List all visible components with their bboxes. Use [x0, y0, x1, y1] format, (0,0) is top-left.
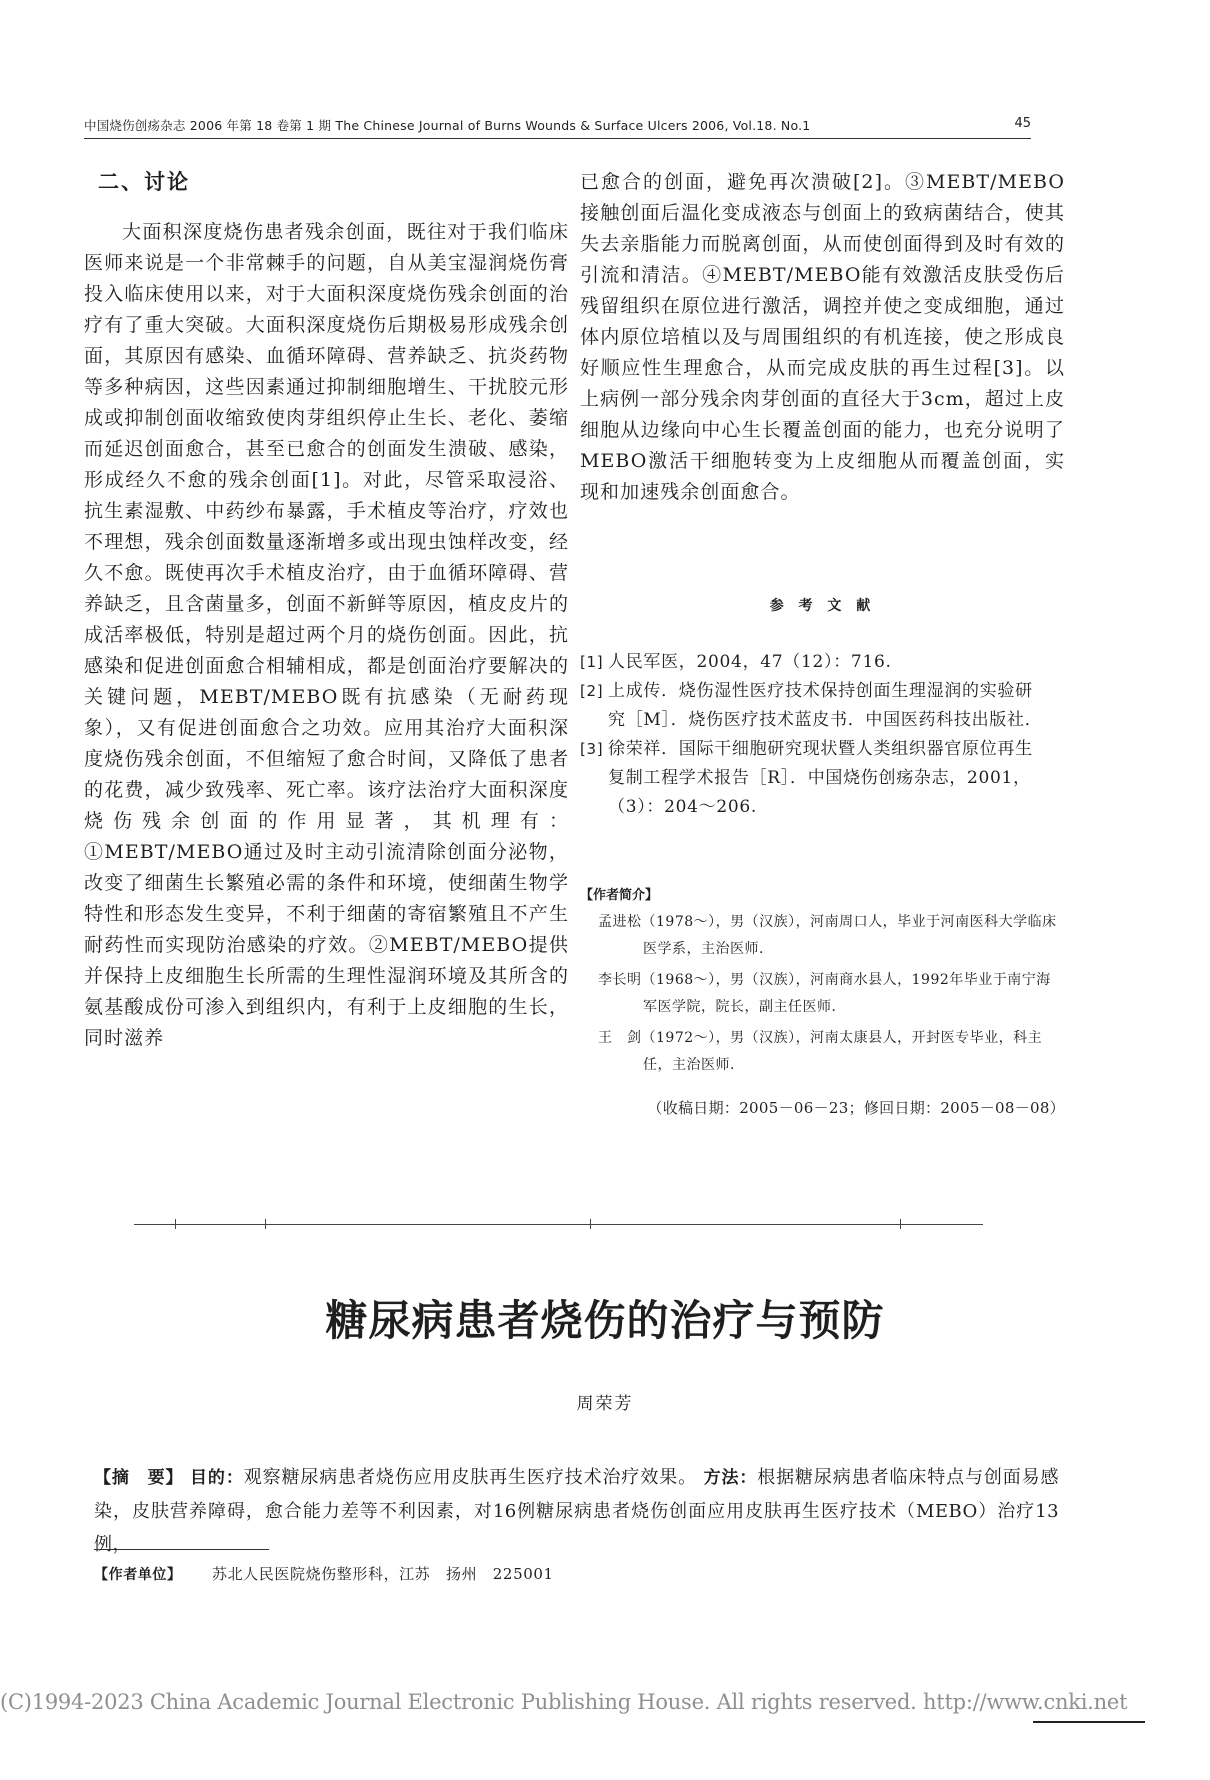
article-author: 周荣芳 [576, 1394, 634, 1414]
reference-text: 人民军医，2004，47（12）：716. [608, 652, 892, 672]
objective-text: 观察糖尿病患者烧伤应用皮肤再生医疗技术治疗效果。 [243, 1467, 697, 1488]
affiliation-text: 苏北人民医院烧伤整形科，江苏 扬州 225001 [211, 1565, 554, 1583]
reference-item [580, 677, 1045, 735]
discussion-continued-paragraph: 已愈合的创面，避免再次溃破[2]。③MEBT/MEBO接触创面后温化变成液态与创面上的致病菌结合，使其失去亲脂能力而脱离创面，从而使创面得到及时有效的引流和清洁。④MEBT/MEBO能有效激活皮肤受伤后残留组织在原位进行激活，调控并使之变成细胞，通过体内原位培植以及与周围组织的有机连接，使之形成良好顺应性生理愈合，从而完成皮肤的再生过程[3]。以上病例一部分残余肉芽创面的直径大于3cm，超过上皮细胞从边缘向中心生长覆盖创面的能力，也充分说明了MEBO激活干细胞转变为上皮细胞从而覆盖创面，实现和加速残余创面愈合。 [580, 171, 1065, 503]
header-rule [84, 138, 1031, 139]
left-column [84, 167, 569, 1054]
author-affiliation [94, 1563, 554, 1584]
reference-item [580, 648, 1045, 677]
reference-number: [2] [580, 682, 604, 700]
objective-label: 目的： [190, 1468, 244, 1488]
separator-tick [265, 1219, 266, 1229]
discussion-paragraph: 大面积深度烧伤患者残余创面，既往对于我们临床医师来说是一个非常棘手的问题，自从美宝湿润烧伤膏投入临床使用以来，对于大面积深度烧伤残余创面的治疗有了重大突破。大面积深度烧伤后期极易形成残余创面，其原因有感染、血循环障碍、营养缺乏、抗炎药物等多种病因，这些因素通过抑制细胞增生、干扰胶元形成或抑制创面收缩致使肉芽组织停止生长、老化、萎缩而延迟创面愈合，甚至已愈合的创面发生溃破、感染，形成经久不愈的残余创面[1]。对此，尽管采取浸浴、抗生素湿敷、中药纱布暴露，手术植皮等治疗，疗效也不理想，残余创面数量逐渐增多或出现虫蚀样改变，经久不愈。既使再次手术植皮治疗，由于血循环障碍、营养缺乏，且含菌量多，创面不新鲜等原因，植皮皮片的成活率极低，特别是超过两个月的烧伤创面。因此，抗感染和促进创面愈合相辅相成，都是创面治疗要解决的关键问题，MEBT/MEBO既有抗感染（无耐药现象），又有促进创面愈合之功效。应用其治疗大面积深度烧伤残余创面，不但缩短了愈合时间，又降低了患者的花费，减少致残率、死亡率。该疗法治疗大面积深度烧伤残余创面的作用显著，其机理有：①MEBT/MEBO通过及时主动引流清除创面分泌物，改变了细菌生长繁殖必需的条件和环境，使细菌生物学特性和形态发生变异，不利于细菌的寄宿繁殖且不产生耐药性而实现防治感染的疗效。②MEBT/MEBO提供并保持上皮细胞生长所需的生理性湿润环境及其所含的氨基酸成份可渗入到组织内，有利于上皮细胞的生长，同时滋养 [84, 221, 569, 1049]
author-bio: 王 剑（1972～），男（汉族），河南太康县人，开封医专毕业，科主任，主治医师． [598, 1030, 1043, 1073]
reference-number: [3] [580, 740, 604, 758]
footer-rule [1033, 1721, 1145, 1723]
reference-number: [1] [580, 653, 604, 671]
method-text: 根据糖尿病患者临床特点与创面易感染，皮肤营养障碍，愈合能力差等不利因素，对16例糖尿病患者烧伤创面应用皮肤再生医疗技术（MEBO）治疗13例， [94, 1467, 1060, 1555]
right-column [580, 167, 1065, 508]
article-title: 糖尿病患者烧伤的治疗与预防 [325, 1296, 885, 1345]
separator-tick [590, 1219, 591, 1229]
abstract-label: 【摘 要】 [94, 1468, 184, 1488]
separator-tick [175, 1219, 176, 1229]
page-number: 45 [1014, 116, 1031, 131]
received-revised-dates: （收稿日期：2005－06－23；修回日期：2005－08－08） [647, 1099, 1065, 1117]
discussion-heading: 二、讨论 [98, 170, 190, 194]
affiliation-label: 【作者单位】 [94, 1567, 182, 1583]
reference-text: 上成传．烧伤湿性医疗技术保持创面生理湿润的实验研究［M］．烧伤医疗技术蓝皮书．中国医药科技出版社． [608, 681, 1043, 730]
reference-text: 徐荣祥．国际干细胞研究现状暨人类组织器官原位再生复制工程学术报告［R］．中国烧伤创疡杂志，2001，（3）：204～206. [608, 739, 1033, 817]
author-bio: 李长明（1968～），男（汉族），河南商水县人，1992年毕业于南宁海军医学院，院长，副主任医师． [598, 972, 1051, 1015]
separator-tick [900, 1219, 901, 1229]
author-bio-list [598, 909, 1065, 1083]
author-intro-heading: 【作者简介】 [580, 888, 659, 903]
method-label: 方法： [703, 1468, 758, 1488]
reference-item [580, 735, 1045, 822]
references-heading: 参 考 文 献 [769, 598, 876, 614]
footnote-rule [94, 1549, 269, 1550]
article-separator-rule [134, 1224, 983, 1225]
reference-list [580, 648, 1045, 822]
author-bio: 孟进松（1978～），男（汉族），河南周口人，毕业于河南医科大学临床医学系，主治医师． [598, 914, 1057, 957]
abstract [94, 1461, 1059, 1561]
running-head: 中国烧伤创疡杂志 2006 年第 18 卷第 1 期 The Chinese Journal of Burns Wounds & Surface Ulcers 2006, Vol.18. No.1 [84, 118, 811, 133]
copyright-footer: (C)1994-2023 China Academic Journal Electronic Publishing House. All rights reserved. http://www.cnki.net [0, 1690, 1128, 1714]
